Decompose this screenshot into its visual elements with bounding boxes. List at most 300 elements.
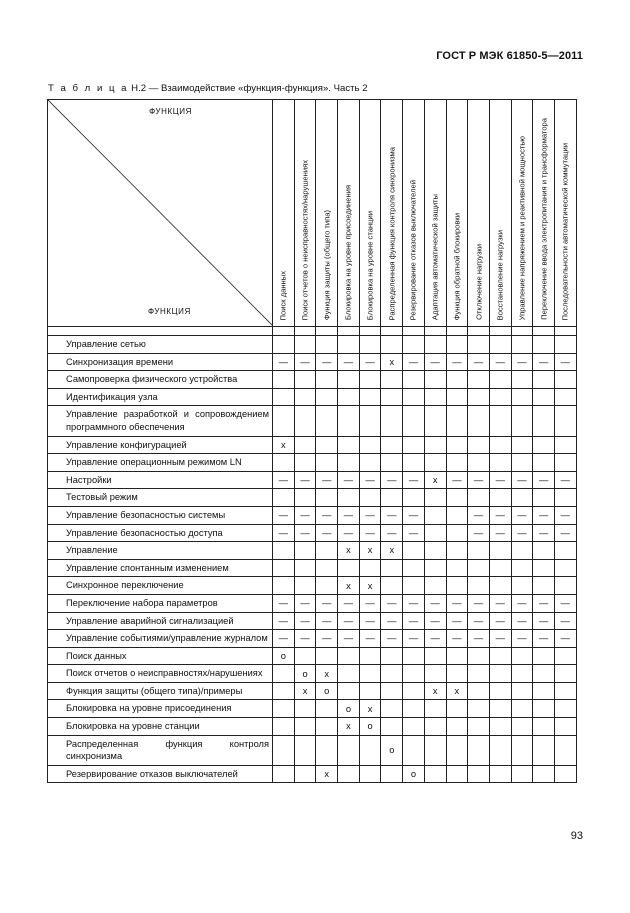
interaction-cell bbox=[273, 700, 295, 718]
interaction-cell bbox=[554, 406, 576, 436]
row-label: Переключение набора параметров bbox=[48, 594, 273, 612]
interaction-cell bbox=[489, 647, 511, 665]
interaction-cell bbox=[338, 454, 360, 472]
interaction-cell bbox=[294, 542, 316, 560]
interaction-cell bbox=[359, 665, 381, 683]
interaction-cell: x bbox=[446, 682, 468, 700]
spacer-cell bbox=[48, 327, 273, 336]
column-header bbox=[294, 100, 316, 327]
interaction-cell bbox=[533, 735, 555, 765]
table-row bbox=[48, 542, 577, 560]
interaction-cell bbox=[489, 489, 511, 507]
interaction-cell bbox=[468, 765, 490, 783]
table-row bbox=[48, 471, 577, 489]
interaction-cell bbox=[381, 682, 403, 700]
spacer-cell bbox=[294, 327, 316, 336]
interaction-cell: x bbox=[381, 353, 403, 371]
column-header-label: Резервирование отказов выключателей bbox=[408, 179, 418, 320]
row-label: Резервирование отказов выключателей bbox=[48, 765, 273, 783]
interaction-cell: — bbox=[403, 594, 425, 612]
interaction-cell: — bbox=[489, 524, 511, 542]
interaction-cell bbox=[489, 436, 511, 454]
interaction-cell: — bbox=[533, 506, 555, 524]
interaction-cell bbox=[533, 647, 555, 665]
interaction-cell: — bbox=[489, 471, 511, 489]
interaction-cell bbox=[338, 388, 360, 406]
interaction-cell: — bbox=[511, 630, 533, 648]
interaction-cell: — bbox=[489, 630, 511, 648]
interaction-cell bbox=[446, 735, 468, 765]
interaction-cell bbox=[424, 700, 446, 718]
spacer-cell bbox=[338, 327, 360, 336]
interaction-cell bbox=[294, 718, 316, 736]
interaction-cell bbox=[316, 735, 338, 765]
interaction-cell: — bbox=[424, 630, 446, 648]
interaction-cell bbox=[511, 542, 533, 560]
interaction-cell bbox=[424, 388, 446, 406]
interaction-cell: — bbox=[359, 594, 381, 612]
interaction-cell bbox=[489, 700, 511, 718]
table-row bbox=[48, 647, 577, 665]
spacer-cell bbox=[316, 327, 338, 336]
interaction-cell bbox=[554, 682, 576, 700]
interaction-cell bbox=[338, 559, 360, 577]
interaction-cell bbox=[359, 765, 381, 783]
interaction-cell: x bbox=[338, 542, 360, 560]
interaction-cell bbox=[338, 647, 360, 665]
interaction-cell: — bbox=[316, 524, 338, 542]
interaction-cell bbox=[511, 559, 533, 577]
interaction-cell bbox=[468, 682, 490, 700]
interaction-cell bbox=[273, 388, 295, 406]
interaction-cell bbox=[424, 524, 446, 542]
interaction-cell bbox=[489, 559, 511, 577]
column-header-label: Поиск отчетов о неисправностях/нарушениях bbox=[300, 159, 310, 320]
interaction-cell: — bbox=[273, 506, 295, 524]
interaction-cell: — bbox=[273, 353, 295, 371]
interaction-cell bbox=[273, 371, 295, 389]
interaction-cell: x bbox=[294, 682, 316, 700]
interaction-cell bbox=[338, 371, 360, 389]
interaction-cell: — bbox=[338, 524, 360, 542]
table-row bbox=[48, 700, 577, 718]
interaction-cell bbox=[489, 735, 511, 765]
interaction-cell: — bbox=[424, 612, 446, 630]
interaction-cell: x bbox=[338, 577, 360, 595]
interaction-cell: x bbox=[424, 471, 446, 489]
interaction-cell bbox=[338, 765, 360, 783]
column-header bbox=[424, 100, 446, 327]
column-header-label: Поиск данных bbox=[278, 270, 288, 320]
interaction-cell bbox=[316, 489, 338, 507]
interaction-cell: — bbox=[511, 612, 533, 630]
interaction-cell: — bbox=[273, 524, 295, 542]
column-header bbox=[489, 100, 511, 327]
interaction-cell bbox=[554, 371, 576, 389]
interaction-cell: — bbox=[403, 471, 425, 489]
interaction-cell bbox=[424, 436, 446, 454]
interaction-cell: — bbox=[381, 612, 403, 630]
interaction-cell bbox=[533, 542, 555, 560]
spacer-cell bbox=[511, 327, 533, 336]
interaction-cell bbox=[338, 489, 360, 507]
interaction-cell: — bbox=[381, 471, 403, 489]
interaction-cell: — bbox=[316, 594, 338, 612]
interaction-cell bbox=[489, 718, 511, 736]
interaction-cell bbox=[533, 436, 555, 454]
row-label: Блокировка на уровне присоединения bbox=[48, 700, 273, 718]
row-label: Идентификация узла bbox=[48, 388, 273, 406]
table-row bbox=[48, 336, 577, 354]
interaction-cell: — bbox=[468, 506, 490, 524]
interaction-cell bbox=[316, 454, 338, 472]
interaction-cell: — bbox=[511, 506, 533, 524]
spacer-cell bbox=[446, 327, 468, 336]
interaction-cell bbox=[554, 577, 576, 595]
interaction-cell: — bbox=[403, 506, 425, 524]
row-label: Поиск отчетов о неисправностях/нарушениях bbox=[48, 665, 273, 683]
column-header bbox=[381, 100, 403, 327]
interaction-cell bbox=[446, 388, 468, 406]
interaction-cell bbox=[273, 718, 295, 736]
interaction-cell bbox=[359, 682, 381, 700]
interaction-cell: — bbox=[403, 630, 425, 648]
column-header-label: Переключение ввода электропитания и трансформатора bbox=[539, 118, 549, 320]
interaction-cell bbox=[468, 542, 490, 560]
interaction-cell: — bbox=[468, 612, 490, 630]
interaction-cell bbox=[533, 765, 555, 783]
table-row bbox=[48, 765, 577, 783]
interaction-cell bbox=[403, 406, 425, 436]
interaction-cell bbox=[403, 388, 425, 406]
interaction-cell bbox=[403, 665, 425, 683]
interaction-cell bbox=[381, 388, 403, 406]
column-header bbox=[403, 100, 425, 327]
interaction-cell bbox=[316, 700, 338, 718]
column-header bbox=[468, 100, 490, 327]
row-label: Управление конфигурацией bbox=[48, 436, 273, 454]
interaction-cell: — bbox=[403, 353, 425, 371]
interaction-cell bbox=[424, 735, 446, 765]
interaction-cell: x bbox=[359, 542, 381, 560]
interaction-cell bbox=[446, 665, 468, 683]
interaction-cell: — bbox=[294, 630, 316, 648]
interaction-cell bbox=[381, 700, 403, 718]
interaction-cell bbox=[359, 454, 381, 472]
interaction-cell: — bbox=[554, 506, 576, 524]
spacer-cell bbox=[273, 327, 295, 336]
table-row bbox=[48, 594, 577, 612]
interaction-cell bbox=[273, 735, 295, 765]
interaction-cell: — bbox=[359, 506, 381, 524]
interaction-cell bbox=[294, 436, 316, 454]
interaction-cell bbox=[273, 665, 295, 683]
interaction-table bbox=[47, 99, 577, 783]
interaction-cell: x bbox=[338, 718, 360, 736]
interaction-cell bbox=[381, 577, 403, 595]
interaction-cell bbox=[511, 735, 533, 765]
interaction-cell: — bbox=[359, 612, 381, 630]
table-row bbox=[48, 577, 577, 595]
interaction-cell: — bbox=[533, 594, 555, 612]
interaction-cell bbox=[294, 647, 316, 665]
interaction-cell bbox=[403, 700, 425, 718]
spacer-cell bbox=[403, 327, 425, 336]
interaction-cell bbox=[468, 436, 490, 454]
interaction-cell bbox=[446, 489, 468, 507]
column-header-label: Функция защиты (общего типа) bbox=[322, 209, 332, 320]
interaction-cell: — bbox=[316, 471, 338, 489]
interaction-cell bbox=[489, 682, 511, 700]
interaction-cell bbox=[294, 388, 316, 406]
table-row bbox=[48, 665, 577, 683]
interaction-cell bbox=[533, 388, 555, 406]
row-label: Управление спонтанным изменением bbox=[48, 559, 273, 577]
interaction-cell bbox=[424, 336, 446, 354]
interaction-cell: — bbox=[554, 353, 576, 371]
interaction-cell: — bbox=[294, 506, 316, 524]
interaction-cell: x bbox=[381, 542, 403, 560]
interaction-cell: o bbox=[403, 765, 425, 783]
spacer-row bbox=[48, 327, 577, 336]
interaction-cell: — bbox=[533, 612, 555, 630]
page-number: 93 bbox=[570, 830, 583, 842]
interaction-cell: — bbox=[446, 353, 468, 371]
interaction-cell: x bbox=[359, 577, 381, 595]
corner-bottom-label: ФУНКЦИЯ bbox=[148, 307, 191, 316]
interaction-cell bbox=[316, 718, 338, 736]
interaction-cell bbox=[381, 665, 403, 683]
interaction-cell bbox=[424, 454, 446, 472]
interaction-cell bbox=[511, 700, 533, 718]
interaction-cell bbox=[468, 577, 490, 595]
interaction-cell bbox=[446, 765, 468, 783]
interaction-cell bbox=[446, 371, 468, 389]
interaction-cell bbox=[489, 388, 511, 406]
interaction-cell bbox=[554, 336, 576, 354]
interaction-cell bbox=[316, 577, 338, 595]
interaction-cell bbox=[424, 718, 446, 736]
interaction-cell: — bbox=[554, 612, 576, 630]
interaction-cell: — bbox=[294, 524, 316, 542]
interaction-cell: — bbox=[468, 594, 490, 612]
column-header-label: Блокировка на уровне станции bbox=[365, 210, 375, 320]
interaction-cell bbox=[381, 647, 403, 665]
interaction-cell bbox=[381, 454, 403, 472]
interaction-cell bbox=[359, 406, 381, 436]
interaction-cell bbox=[468, 371, 490, 389]
spacer-cell bbox=[554, 327, 576, 336]
interaction-cell bbox=[273, 454, 295, 472]
interaction-cell bbox=[468, 454, 490, 472]
interaction-cell: x bbox=[359, 700, 381, 718]
interaction-cell bbox=[446, 559, 468, 577]
row-label: Управление разработкой и сопровождением программного обеспечения bbox=[48, 406, 273, 436]
interaction-cell bbox=[403, 454, 425, 472]
interaction-cell bbox=[294, 336, 316, 354]
interaction-cell bbox=[403, 489, 425, 507]
interaction-cell bbox=[316, 336, 338, 354]
interaction-cell bbox=[468, 489, 490, 507]
interaction-cell: — bbox=[489, 594, 511, 612]
interaction-cell bbox=[359, 371, 381, 389]
table-row bbox=[48, 718, 577, 736]
column-header-label: Управление напряжением и реактивной мощностью bbox=[517, 135, 527, 320]
interaction-cell bbox=[273, 336, 295, 354]
interaction-cell: — bbox=[381, 506, 403, 524]
row-label: Управление операционным режимом LN bbox=[48, 454, 273, 472]
interaction-cell bbox=[338, 682, 360, 700]
interaction-cell bbox=[359, 388, 381, 406]
interaction-cell bbox=[554, 436, 576, 454]
interaction-cell: — bbox=[359, 353, 381, 371]
interaction-cell: — bbox=[468, 630, 490, 648]
interaction-cell bbox=[403, 647, 425, 665]
table-row bbox=[48, 612, 577, 630]
interaction-cell bbox=[446, 700, 468, 718]
interaction-cell bbox=[446, 436, 468, 454]
interaction-cell bbox=[294, 765, 316, 783]
interaction-cell: — bbox=[446, 594, 468, 612]
interaction-cell bbox=[316, 542, 338, 560]
table-row bbox=[48, 524, 577, 542]
interaction-cell bbox=[446, 577, 468, 595]
interaction-cell: — bbox=[511, 353, 533, 371]
interaction-cell: — bbox=[533, 630, 555, 648]
interaction-cell: — bbox=[446, 630, 468, 648]
interaction-cell bbox=[338, 735, 360, 765]
row-label: Поиск данных bbox=[48, 647, 273, 665]
interaction-cell bbox=[446, 647, 468, 665]
interaction-cell: — bbox=[511, 524, 533, 542]
row-label: Управление сетью bbox=[48, 336, 273, 354]
interaction-cell bbox=[533, 559, 555, 577]
column-header bbox=[273, 100, 295, 327]
interaction-cell bbox=[338, 336, 360, 354]
interaction-cell: — bbox=[446, 612, 468, 630]
interaction-cell bbox=[403, 542, 425, 560]
row-label: Синхронизация времени bbox=[48, 353, 273, 371]
table-row bbox=[48, 406, 577, 436]
table-row bbox=[48, 353, 577, 371]
interaction-cell: x bbox=[316, 665, 338, 683]
corner-diagonal bbox=[48, 100, 273, 326]
interaction-cell: o bbox=[338, 700, 360, 718]
interaction-cell bbox=[424, 371, 446, 389]
table-row bbox=[48, 506, 577, 524]
row-label: Блокировка на уровне станции bbox=[48, 718, 273, 736]
interaction-cell bbox=[489, 371, 511, 389]
interaction-cell: x bbox=[316, 765, 338, 783]
interaction-cell: — bbox=[381, 524, 403, 542]
interaction-cell: — bbox=[316, 612, 338, 630]
spacer-cell bbox=[489, 327, 511, 336]
spacer-cell bbox=[359, 327, 381, 336]
interaction-cell: — bbox=[403, 612, 425, 630]
interaction-cell bbox=[359, 647, 381, 665]
interaction-cell bbox=[533, 577, 555, 595]
interaction-cell: — bbox=[511, 471, 533, 489]
interaction-cell bbox=[533, 700, 555, 718]
interaction-cell bbox=[511, 371, 533, 389]
interaction-cell bbox=[359, 336, 381, 354]
interaction-cell: — bbox=[338, 630, 360, 648]
interaction-cell: — bbox=[338, 353, 360, 371]
table-row bbox=[48, 735, 577, 765]
interaction-cell: — bbox=[489, 353, 511, 371]
interaction-cell bbox=[403, 336, 425, 354]
table-row bbox=[48, 630, 577, 648]
interaction-cell bbox=[294, 577, 316, 595]
interaction-cell: — bbox=[338, 506, 360, 524]
spacer-cell bbox=[381, 327, 403, 336]
interaction-cell bbox=[381, 336, 403, 354]
corner-cell bbox=[48, 100, 273, 327]
interaction-cell bbox=[294, 371, 316, 389]
interaction-cell bbox=[446, 718, 468, 736]
interaction-cell bbox=[273, 559, 295, 577]
interaction-cell bbox=[446, 506, 468, 524]
interaction-cell: — bbox=[316, 353, 338, 371]
interaction-cell bbox=[554, 735, 576, 765]
interaction-cell: o bbox=[381, 735, 403, 765]
interaction-cell: o bbox=[294, 665, 316, 683]
interaction-cell: — bbox=[468, 471, 490, 489]
interaction-cell: — bbox=[359, 524, 381, 542]
interaction-cell bbox=[273, 577, 295, 595]
interaction-cell: — bbox=[554, 594, 576, 612]
interaction-cell bbox=[511, 489, 533, 507]
interaction-cell: — bbox=[338, 594, 360, 612]
interaction-cell bbox=[489, 542, 511, 560]
interaction-cell bbox=[424, 542, 446, 560]
row-label: Синхронное переключение bbox=[48, 577, 273, 595]
column-header-label: Последовательности автоматической коммутации bbox=[560, 142, 570, 320]
row-label: Управление аварийной сигнализацией bbox=[48, 612, 273, 630]
row-label: Управление безопасностью доступа bbox=[48, 524, 273, 542]
column-header-label: Восстановление нагрузки bbox=[495, 229, 505, 320]
interaction-cell bbox=[273, 682, 295, 700]
interaction-cell: — bbox=[381, 630, 403, 648]
interaction-cell bbox=[403, 371, 425, 389]
row-label: Функция защиты (общего типа)/примеры bbox=[48, 682, 273, 700]
interaction-cell: o bbox=[273, 647, 295, 665]
interaction-cell bbox=[554, 647, 576, 665]
interaction-cell bbox=[468, 735, 490, 765]
interaction-cell bbox=[338, 665, 360, 683]
interaction-cell bbox=[424, 489, 446, 507]
interaction-cell bbox=[511, 647, 533, 665]
interaction-cell bbox=[554, 542, 576, 560]
interaction-cell bbox=[338, 406, 360, 436]
interaction-cell bbox=[468, 718, 490, 736]
interaction-cell: — bbox=[424, 353, 446, 371]
interaction-cell bbox=[381, 718, 403, 736]
corner-top-label: ФУНКЦИЯ bbox=[149, 107, 192, 116]
interaction-cell: — bbox=[273, 612, 295, 630]
interaction-cell: — bbox=[533, 471, 555, 489]
interaction-cell bbox=[381, 371, 403, 389]
interaction-cell: — bbox=[533, 524, 555, 542]
interaction-cell: — bbox=[403, 524, 425, 542]
column-header bbox=[338, 100, 360, 327]
interaction-cell: x bbox=[273, 436, 295, 454]
row-label: Управление событиями/управление журналом bbox=[48, 630, 273, 648]
interaction-cell bbox=[468, 336, 490, 354]
interaction-cell bbox=[316, 647, 338, 665]
interaction-cell bbox=[511, 388, 533, 406]
interaction-cell bbox=[489, 765, 511, 783]
